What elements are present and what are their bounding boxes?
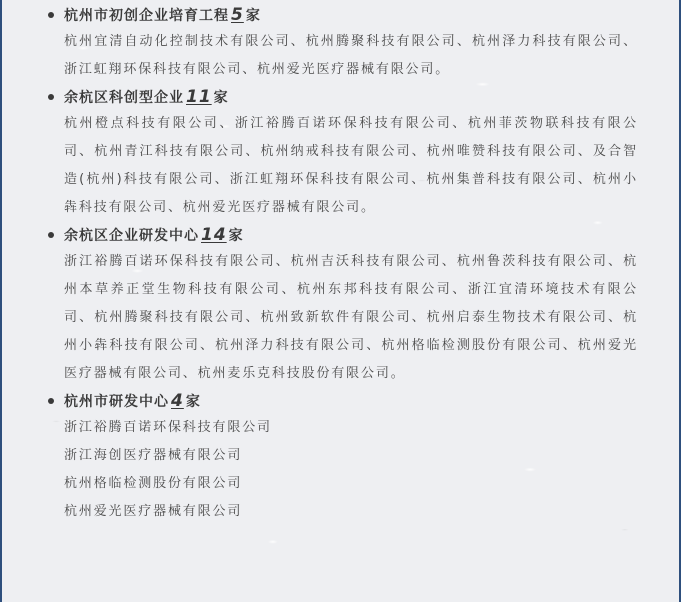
heading-title: 余杭区企业研发中心	[64, 228, 199, 244]
heading-unit: 家	[245, 8, 261, 24]
list-item: 杭州爱光医疗器械有限公司	[64, 504, 243, 519]
company-paragraph: 杭州橙点科技有限公司、浙江裕腾百诺环保科技有限公司、杭州菲茨物联科技有限公司、杭州青江科技有限公司、杭州纳戒科技有限公司、杭州唯赞科技有限公司、及合智造(杭州)科技有限公司、浙江虹翔环保科技有限公司、杭州集普科技有限公司、杭州小犇科技有限公司、杭州爱光医疗器械有限公司。	[64, 116, 638, 215]
heading-count: 14	[201, 225, 227, 245]
list-item: 杭州格临检测股份有限公司	[64, 476, 243, 491]
heading-count: 5	[231, 5, 244, 25]
heading-unit: 家	[213, 90, 229, 106]
heading-unit: 家	[228, 228, 244, 244]
section-heading	[48, 388, 638, 414]
heading-count: 4	[171, 391, 184, 411]
heading-count: 11	[186, 87, 212, 107]
heading-title: 余杭区科创型企业	[64, 90, 184, 106]
bullet-icon	[48, 94, 54, 100]
section-yuhang-rd-center	[48, 222, 638, 388]
section-hangzhou-rd-center	[48, 388, 638, 526]
bullet-icon	[48, 12, 54, 18]
heading-title: 杭州市研发中心	[64, 394, 169, 410]
company-paragraph: 浙江裕腾百诺环保科技有限公司、杭州吉沃科技有限公司、杭州鲁茨科技有限公司、杭州本草养正堂生物科技有限公司、杭州东邦科技有限公司、浙江宜清环境技术有限公司、杭州腾聚科技有限公司、杭州致新软件有限公司、杭州启泰生物技术有限公司、杭州小犇科技有限公司、杭州泽力科技有限公司、杭州格临检测股份有限公司、杭州爱光医疗器械有限公司、杭州麦乐克科技股份有限公司。	[64, 254, 638, 381]
bullet-icon	[48, 398, 54, 404]
heading-unit: 家	[185, 394, 201, 410]
section-heading	[48, 84, 638, 110]
list-item: 浙江海创医疗器械有限公司	[64, 448, 243, 463]
section-yuhang-tech-enterprise	[48, 84, 638, 222]
company-list	[48, 414, 638, 526]
heading-title: 杭州市初创企业培育工程	[64, 8, 229, 24]
company-paragraph: 杭州宜清自动化控制技术有限公司、杭州腾聚科技有限公司、杭州泽力科技有限公司、浙江虹翔环保科技有限公司、杭州爱光医疗器械有限公司。	[64, 34, 638, 77]
article-content	[48, 2, 638, 526]
section-heading	[48, 222, 638, 248]
list-item: 浙江裕腾百诺环保科技有限公司	[64, 420, 272, 435]
section-hangzhou-startup	[48, 2, 638, 84]
section-heading	[48, 2, 638, 28]
bullet-icon	[48, 232, 54, 238]
